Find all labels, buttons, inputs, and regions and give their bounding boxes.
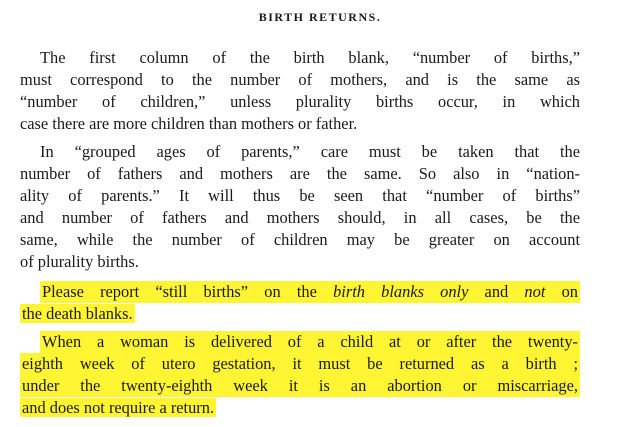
page-header: BIRTH RETURNS. bbox=[258, 10, 382, 24]
paragraph-2-line-6: of plurality births. bbox=[20, 252, 139, 271]
paragraph-3-line-1 bbox=[40, 281, 580, 303]
highlighted-text bbox=[40, 281, 580, 303]
paragraph-4-line-4-text: and does not require a return. bbox=[22, 398, 215, 417]
paragraph-4-line-3-text: under the twenty-eighth week it is an abortion or miscarriage, bbox=[22, 376, 578, 395]
paragraph-3-text-b: and bbox=[468, 282, 525, 301]
paragraph-2-line-3: ality of parents.” It will thus be seen that “number of births” bbox=[20, 186, 580, 205]
paragraph-2-line-5: same, while the number of children may be greater on account bbox=[20, 230, 580, 249]
paragraph-4-line-2 bbox=[20, 353, 580, 375]
paragraph-2-line-1: In “grouped ages of parents,” care must be taken that the bbox=[40, 142, 580, 161]
paragraph-2-line-2: number of fathers and mothers are the same. So also in “nation- bbox=[20, 164, 580, 183]
paragraph-1-line-1: The first column of the birth blank, “number of births,” bbox=[40, 48, 580, 67]
paragraph-1-line-2: must correspond to the number of mothers, and is the same as bbox=[20, 70, 580, 89]
paragraph-4-line-4 bbox=[20, 397, 580, 419]
paragraph-4-line-2-text: eighth week of utero gestation, it must be returned as a birth ; bbox=[22, 354, 578, 373]
paragraph-4-line-3 bbox=[20, 375, 580, 397]
paragraph-3-line-2-text: the death blanks. bbox=[22, 304, 133, 323]
paragraph-2-line-4: and number of fathers and mothers should, in all cases, be the bbox=[20, 208, 580, 227]
paragraph-3-line-2 bbox=[20, 303, 580, 325]
paragraph-3-text-c: on bbox=[545, 282, 578, 301]
paragraph-3-text-a: Please report “still births” on the bbox=[42, 282, 334, 301]
paragraph-3-italic-b: not bbox=[524, 282, 546, 301]
paragraph-4-line-1 bbox=[40, 331, 580, 353]
paragraph-3-italic-a: birth blanks only bbox=[333, 282, 469, 301]
paragraph-4-line-1-text: When a woman is delivered of a child at or after the twenty- bbox=[42, 332, 578, 351]
paragraph-1-line-3: “number of children,” unless plurality births occur, in which bbox=[20, 92, 580, 111]
paragraph-1-line-4: case there are more children than mothers or father. bbox=[20, 114, 358, 133]
